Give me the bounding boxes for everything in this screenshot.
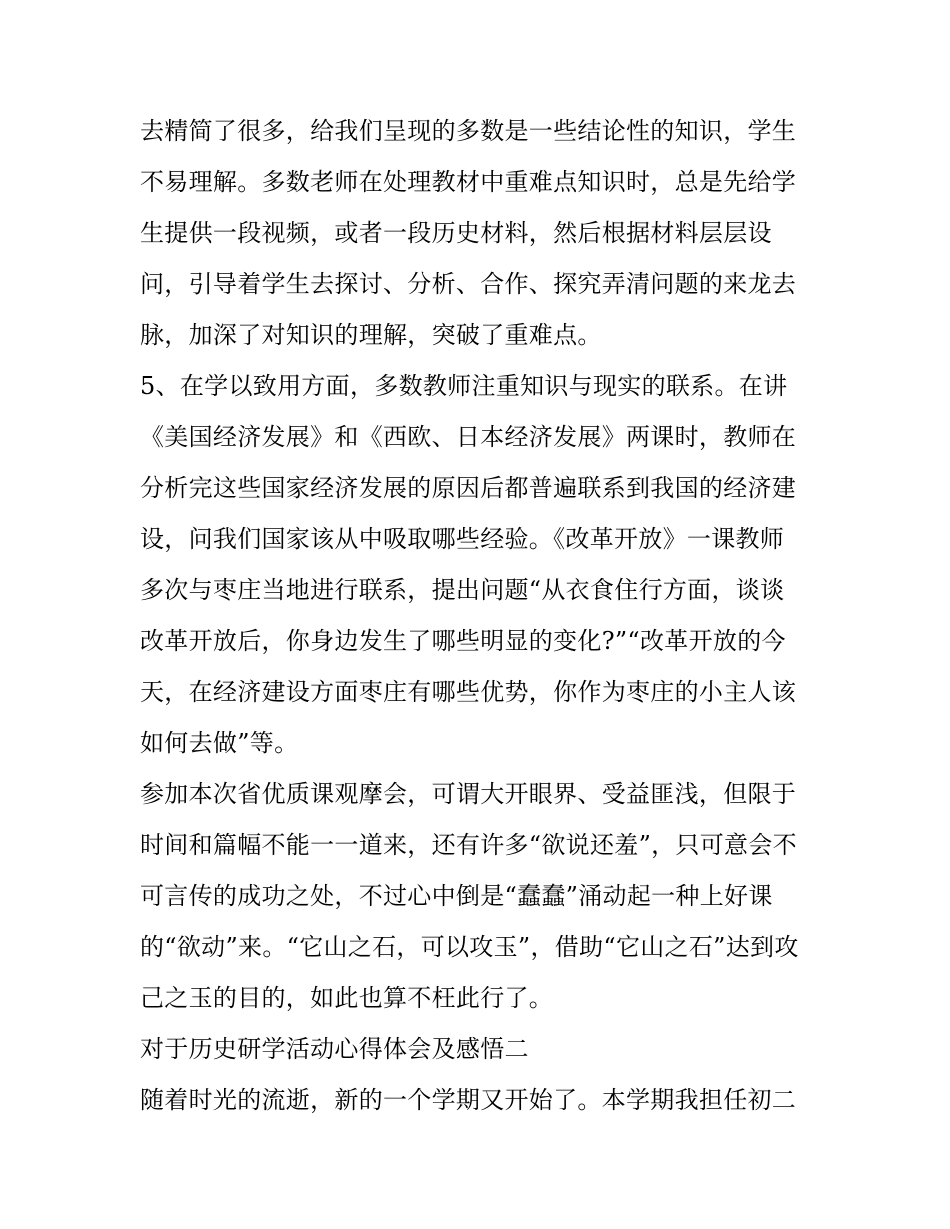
- text-line: 己之玉的目的，如此也算不枉此行了。: [140, 984, 554, 1012]
- text-line: 设，问我们国家该从中吸取哪些经验。《改革开放》一课教师: [140, 525, 785, 553]
- text-line: 5、在学以致用方面，多数教师注重知识与现实的联系。在讲: [140, 372, 788, 400]
- text-line: 参加本次省优质课观摩会，可谓大开眼界、受益匪浅，但限于: [140, 780, 797, 808]
- text-line: 不易理解。多数老师在处理教材中重难点知识时，总是先给学: [140, 168, 797, 196]
- text-line: 随着时光的流逝，新的一个学期又开始了。本学期我担任初二: [140, 1086, 797, 1114]
- section-heading: 对于历史研学活动心得体会及感悟二: [140, 1035, 529, 1063]
- text-line: 生提供一段视频，或者一段历史材料，然后根据材料层层设: [140, 219, 772, 247]
- text-line: 可言传的成功之处，不过心中倒是“蠢蠢”涌动起一种上好课: [140, 882, 773, 910]
- text-line: 《美国经济发展》和《西欧、日本经济发展》两课时，教师在: [140, 423, 797, 451]
- text-line: 分析完这些国家经济发展的原因后都普遍联系到我国的经济建: [140, 474, 797, 502]
- text-line: 时间和篇幅不能一一道来，还有许多“欲说还羞”，只可意会不: [140, 831, 797, 859]
- text-line: 去精简了很多，给我们呈现的多数是一些结论性的知识，学生: [140, 117, 797, 145]
- text-line: 问，引导着学生去探讨、分析、合作、探究弄清问题的来龙去: [140, 270, 797, 298]
- body-text: [140, 106, 820, 1126]
- text-line: 脉，加深了对知识的理解，突破了重难点。: [140, 321, 602, 349]
- text-line: 的“欲动”来。“它山之石，可以攻玉”，借助“它山之石”达到攻: [140, 933, 799, 961]
- text-line: 如何去做”等。: [140, 729, 299, 757]
- text-line: 多次与枣庄当地进行联系，提出问题“从衣食住行方面，谈谈: [140, 576, 785, 604]
- text-line: 天，在经济建设方面枣庄有哪些优势，你作为枣庄的小主人该: [140, 678, 797, 706]
- text-line: 改革开放后，你身边发生了哪些明显的变化?”“改革开放的今: [140, 627, 786, 655]
